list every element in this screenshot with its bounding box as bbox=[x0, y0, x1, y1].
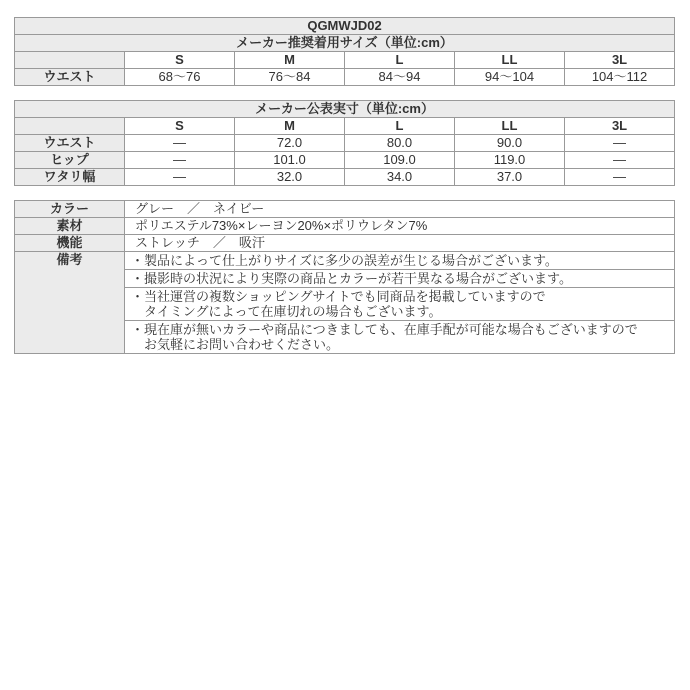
table-row-function bbox=[15, 235, 675, 252]
row-label: ウエスト bbox=[15, 135, 125, 152]
size-cell: 68～76 bbox=[125, 69, 235, 86]
col-header-l: L bbox=[345, 52, 455, 69]
note-line: ・撮影時の状況により実際の商品とカラーが若干異なる場合がございます。 bbox=[131, 271, 572, 286]
note-line: ・製品によって仕上がりサイズに多少の誤差が生じる場合がございます。 bbox=[131, 253, 558, 268]
col-header-l: L bbox=[345, 118, 455, 135]
recommended-size-title: メーカー推奨着用サイズ（単位:cm） bbox=[15, 35, 675, 52]
table-row-hip bbox=[15, 152, 675, 169]
actual-size-table bbox=[14, 100, 675, 186]
size-cell: ― bbox=[565, 169, 675, 186]
table-row-note-1 bbox=[15, 252, 675, 270]
color-value: グレー ／ ネイビー bbox=[125, 201, 675, 218]
notes-label: 備考 bbox=[15, 252, 125, 354]
col-header-s: S bbox=[125, 118, 235, 135]
product-code-row bbox=[15, 18, 675, 35]
note-line: ・現在庫が無いカラーや商品につきましても、在庫手配が可能な場合もございますので bbox=[131, 322, 638, 337]
note-item bbox=[125, 288, 675, 321]
product-code: QGMWJD02 bbox=[15, 18, 675, 35]
row-label: ヒップ bbox=[15, 152, 125, 169]
product-detail-table bbox=[14, 200, 675, 354]
size-cell: 101.0 bbox=[235, 152, 345, 169]
size-cell: 84～94 bbox=[345, 69, 455, 86]
size-cell: ― bbox=[125, 152, 235, 169]
col-header-3l: 3L bbox=[565, 118, 675, 135]
size-cell: 119.0 bbox=[455, 152, 565, 169]
row-label: ワタリ幅 bbox=[15, 169, 125, 186]
col-header-3l: 3L bbox=[565, 52, 675, 69]
size-cell: ― bbox=[565, 152, 675, 169]
note-item bbox=[125, 252, 675, 270]
col-header-m: M bbox=[235, 52, 345, 69]
size-cell: 104～112 bbox=[565, 69, 675, 86]
row-label: カラー bbox=[15, 201, 125, 218]
note-line: タイミングによって在庫切れの場合もございます。 bbox=[144, 304, 442, 319]
column-header-row bbox=[15, 52, 675, 69]
note-item bbox=[125, 321, 675, 354]
table-row-material bbox=[15, 218, 675, 235]
function-value: ストレッチ ／ 吸汗 bbox=[125, 235, 675, 252]
table-row-waist bbox=[15, 69, 675, 86]
note-line: お気軽にお問い合わせください。 bbox=[144, 337, 340, 352]
size-cell: ― bbox=[565, 135, 675, 152]
corner-cell bbox=[15, 52, 125, 69]
size-cell: 76～84 bbox=[235, 69, 345, 86]
col-header-s: S bbox=[125, 52, 235, 69]
recommended-size-table bbox=[14, 17, 675, 86]
col-header-m: M bbox=[235, 118, 345, 135]
row-label: 素材 bbox=[15, 218, 125, 235]
corner-cell bbox=[15, 118, 125, 135]
actual-size-title: メーカー公表実寸（単位:cm） bbox=[15, 101, 675, 118]
table-title-row bbox=[15, 35, 675, 52]
size-cell: ― bbox=[125, 135, 235, 152]
size-cell: 94～104 bbox=[455, 69, 565, 86]
table-row-thigh-width bbox=[15, 169, 675, 186]
size-cell: 32.0 bbox=[235, 169, 345, 186]
table-title-row bbox=[15, 101, 675, 118]
size-cell: 37.0 bbox=[455, 169, 565, 186]
column-header-row bbox=[15, 118, 675, 135]
size-cell: 34.0 bbox=[345, 169, 455, 186]
size-cell: 90.0 bbox=[455, 135, 565, 152]
table-row-color bbox=[15, 201, 675, 218]
material-value: ポリエステル73%×レーヨン20%×ポリウレタン7% bbox=[125, 218, 675, 235]
size-cell: ― bbox=[125, 169, 235, 186]
size-cell: 80.0 bbox=[345, 135, 455, 152]
table-row-waist bbox=[15, 135, 675, 152]
size-cell: 72.0 bbox=[235, 135, 345, 152]
row-label: ウエスト bbox=[15, 69, 125, 86]
note-item bbox=[125, 270, 675, 288]
col-header-ll: LL bbox=[455, 52, 565, 69]
row-label: 機能 bbox=[15, 235, 125, 252]
note-line: ・当社運営の複数ショッピングサイトでも同商品を掲載していますので bbox=[131, 289, 546, 304]
col-header-ll: LL bbox=[455, 118, 565, 135]
size-cell: 109.0 bbox=[345, 152, 455, 169]
